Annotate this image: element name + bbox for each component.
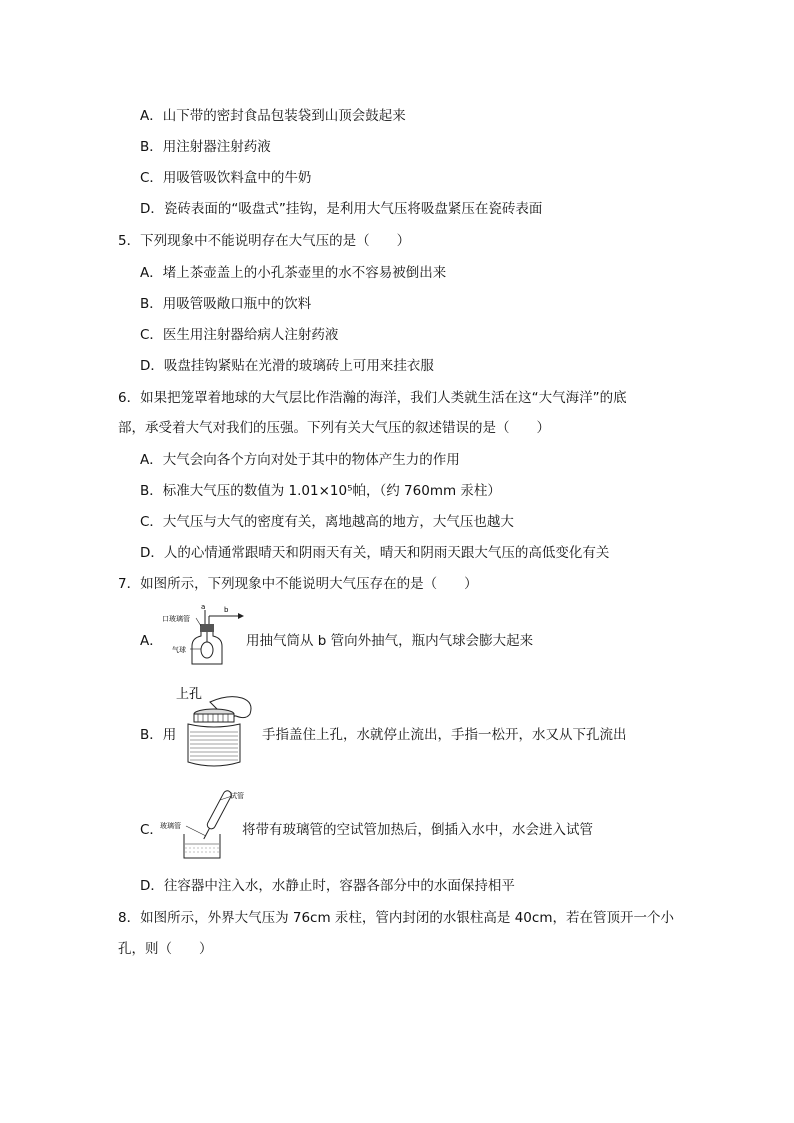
glass-tube-label-c: 玻璃管: [160, 822, 181, 830]
q5-option-d: D．吸盘挂钩紧贴在光滑的玻璃砖上可用来挂衣服: [140, 358, 434, 374]
q7-option-c-text: 将带有玻璃管的空试管加热后，倒插入水中，水会进入试管: [242, 822, 593, 838]
q6-option-d: D．人的心情通常跟晴天和阴雨天有关，晴天和阴雨天跟大气压的高低变化有关: [140, 545, 610, 561]
test-tube-label: 试管: [230, 792, 244, 800]
top-hole-label: 上孔: [176, 687, 203, 702]
q5-option-a: A．堵上茶壶盖上的小孔茶壶里的水不容易被倒出来: [140, 265, 447, 281]
bottle-balloon-figure: [162, 602, 248, 666]
q6-stem-line1: 6．如果把笼罩着地球的大气层比作浩瀚的海洋，我们人类就生活在这“大气海洋”的底: [118, 390, 627, 406]
q8-stem-line2: 孔，则（ ）: [118, 941, 213, 957]
q5-option-c: C．医生用注射器给病人注射药液: [140, 327, 339, 343]
glass-tube-label: 口玻璃管: [162, 615, 190, 623]
q7-option-d: D．往容器中注入水，水静止时，容器各部分中的水面保持相平: [140, 878, 515, 894]
test-tube-beaker-figure: [160, 786, 244, 862]
container-finger-figure: [170, 684, 262, 772]
q4-option-c: C．用吸管吸饮料盒中的牛奶: [140, 170, 312, 186]
q7-option-c-label: C．: [140, 822, 163, 838]
q6-option-c: C．大气压与大气的密度有关，离地越高的地方，大气压也越大: [140, 514, 514, 530]
q5-option-b: B．用吸管吸敞口瓶中的饮料: [140, 296, 312, 312]
q6-option-a: A．大气会向各个方向对处于其中的物体产生力的作用: [140, 452, 460, 468]
q4-option-b: B．用注射器注射药液: [140, 139, 271, 155]
q7-option-b-label: B．用: [140, 727, 177, 743]
q7-option-a-text: 用抽气筒从 b 管向外抽气，瓶内气球会膨大起来: [246, 633, 534, 649]
q8-stem-line1: 8．如图所示，外界大气压为 76cm 汞柱，管内封闭的水银柱高是 40cm，若在管顶开一个小: [118, 910, 674, 926]
tube-b-label: b: [224, 606, 229, 614]
q4-option-a: A．山下带的密封食品包装袋到山顶会鼓起来: [140, 108, 406, 124]
q5-stem: 5．下列现象中不能说明存在大气压的是（ ）: [118, 233, 411, 249]
q7-option-b-text: 手指盖住上孔，水就停止流出，手指一松开，水又从下孔流出: [262, 727, 627, 743]
q7-stem: 7．如图所示，下列现象中不能说明大气压存在的是（ ）: [118, 576, 478, 592]
q6-stem-line2: 部，承受着大气对我们的压强。下列有关大气压的叙述错误的是（ ）: [118, 420, 550, 436]
q7-option-a-label: A．: [140, 633, 163, 649]
q4-option-d: D．瓷砖表面的“吸盘式”挂钩，是利用大气压将吸盘紧压在瓷砖表面: [140, 201, 543, 217]
tube-a-label: a: [201, 603, 206, 611]
balloon-label: 气球: [172, 646, 186, 654]
q6-option-b: B．标准大气压的数值为 1.01×10⁵帕，（约 760mm 汞柱）: [140, 483, 501, 499]
